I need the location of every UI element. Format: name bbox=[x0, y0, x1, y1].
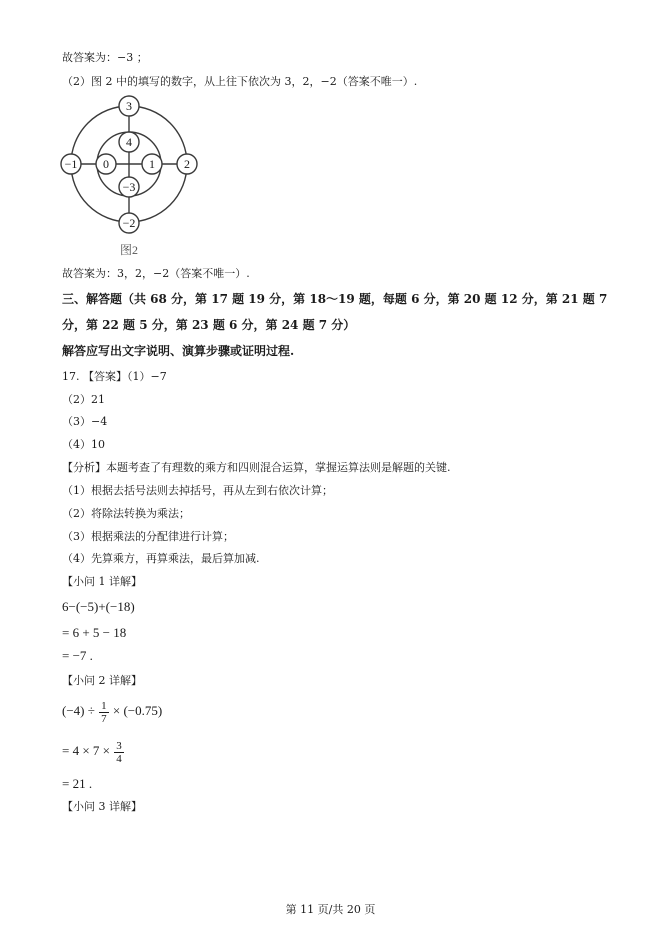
node-center-right: 1 bbox=[149, 157, 155, 171]
fraction-1-7: $\frac{1}{7}$ bbox=[101, 699, 107, 725]
q17-answer-2: （2）21 bbox=[62, 393, 105, 406]
figure-2-circle-diagram bbox=[58, 94, 208, 264]
step-1-expression: 6−(−5)+(−18) bbox=[62, 599, 135, 614]
node-center-left: 0 bbox=[103, 157, 109, 171]
node-upper: 4 bbox=[126, 135, 132, 149]
step-2-line-2: = 4 × 7 × $\frac{3}{4}$ bbox=[62, 739, 122, 765]
step-2-expression: (−4) ÷ $\frac{1}{7}$ × (−0.75) bbox=[62, 699, 163, 725]
answer-line-1: 故答案为：−3 ； bbox=[62, 51, 148, 64]
analysis-1: （1）根据去括号法则去掉括号，再从左到右依次计算； bbox=[62, 484, 333, 497]
subquestion-3-heading: 【小问 3 详解】 bbox=[62, 800, 142, 813]
step-2-result: = 21 . bbox=[62, 776, 93, 791]
answer-line-3: 故答案为：3，2，−2（答案不唯一）. bbox=[62, 267, 250, 280]
node-bottom: −2 bbox=[122, 216, 136, 230]
analysis-4: （4）先算乘方，再算乘法，最后算加减. bbox=[62, 552, 260, 565]
q17-answer: 17. 【答案】（1）−7 bbox=[62, 370, 167, 383]
analysis-3: （3）根据乘法的分配律进行计算； bbox=[62, 530, 234, 543]
figure-caption: 图2 bbox=[119, 243, 139, 257]
subquestion-1-heading: 【小问 1 详解】 bbox=[62, 575, 142, 588]
fraction-3-4: $\frac{3}{4}$ bbox=[116, 739, 122, 765]
section-instruction: 解答应写出文字说明、演算步骤或证明过程. bbox=[62, 344, 295, 358]
step-1-result: = −7 . bbox=[62, 648, 93, 663]
analysis-heading: 【分析】本题考查了有理数的乘方和四则混合运算，掌握运算法则是解题的关键. bbox=[62, 461, 451, 474]
section-heading: 三、解答题（共 68 分，第 17 题 19 分，第 18〜19 题，每题 6 分，第 20 题 12 分，第 21 题 7 bbox=[62, 292, 608, 306]
node-top: 3 bbox=[126, 99, 132, 113]
node-left: −1 bbox=[64, 157, 78, 171]
q17-answer-3: （3）−4 bbox=[62, 415, 108, 428]
analysis-2: （2）将除法转换为乘法； bbox=[62, 507, 190, 520]
subquestion-2-heading: 【小问 2 详解】 bbox=[62, 674, 142, 687]
node-lower: −3 bbox=[122, 180, 136, 194]
answer-line-2: （2）图 2 中的填写的数字，从上往下依次为 3，2，−2（答案不唯一）. bbox=[62, 75, 418, 88]
section-heading-cont: 分，第 22 题 5 分，第 23 题 6 分，第 24 题 7 分） bbox=[62, 318, 356, 332]
node-right: 2 bbox=[184, 157, 190, 171]
step-1-line-2: = 6 + 5 − 18 bbox=[62, 625, 127, 640]
q17-answer-4: （4）10 bbox=[62, 438, 105, 451]
page-footer: 第 11 页/共 20 页 bbox=[285, 903, 376, 916]
